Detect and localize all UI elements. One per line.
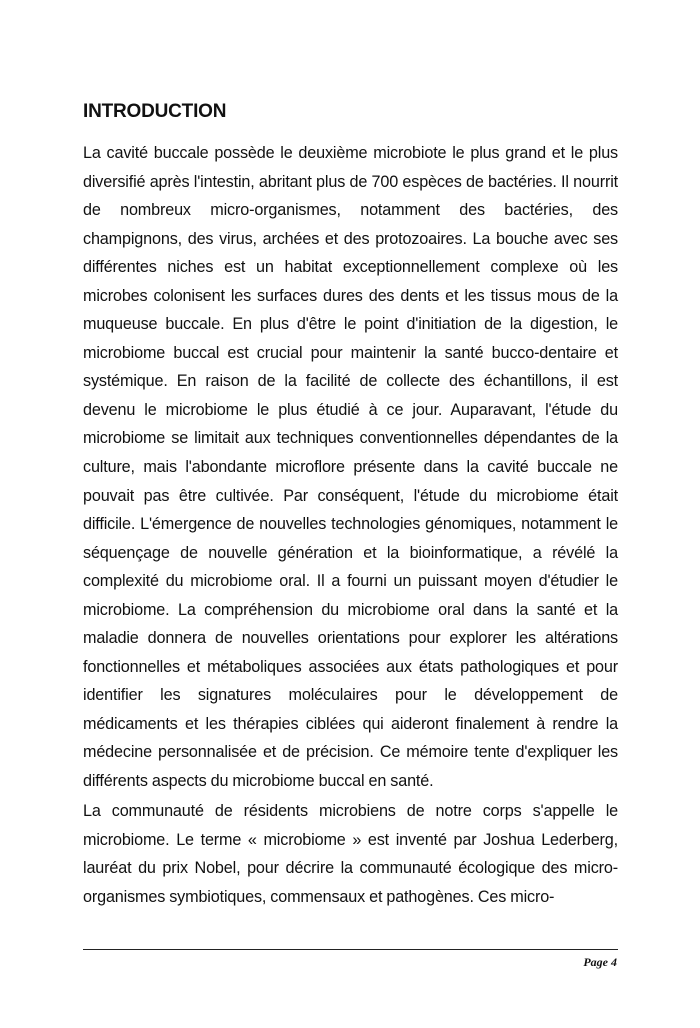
- footer-divider: [83, 949, 618, 950]
- page-number: Page 4: [583, 955, 617, 969]
- paragraph-1: La cavité buccale possède le deuxième microbiote le plus grand et le plus diversifié après l'intestin, abritant plus de 700 espèces de bactéries. Il nourrit de nombreux micro-organismes, notamment des bactéries, des champignons, des virus, archées et des protozoaires. La bouche avec ses différentes niches est un habitat exceptionnellement complexe où les microbes colonisent les surfaces dures des dents et les tissus mous de la muqueuse buccale. En plus d'être le point d'initiation de la digestion, le microbiome buccal est crucial pour maintenir la santé bucco-dentaire et systémique. En raison de la facilité de collecte des échantillons, il est devenu le microbiome le plus étudié à ce jour. Auparavant, l'étude du microbiome se limitait aux techniques conventionnelles dépendantes de la culture, mais l'abondante microflore présente dans la cavité buccale ne pouvait pas être cultivée. Par conséquent, l'étude du microbiome était difficile. L'émergence de nouvelles technologies génomiques, notamment le séquençage de nouvelle génération et la bioinformatique, a révélé la complexité du microbiome oral. Il a fourni un puissant moyen d'étudier le microbiome. La compréhension du microbiome oral dans la santé et la maladie donnera de nouvelles orientations pour explorer les altérations fonctionnelles et métaboliques associées aux états pathologiques et pour identifier les signatures moléculaires pour le développement de médicaments et les thérapies ciblées qui aideront finalement à rendre la médecine personnalisée et de précision. Ce mémoire tente d'expliquer les différents aspects du microbiome buccal en santé.: [83, 144, 618, 791]
- paragraph-2: La communauté de résidents microbiens de notre corps s'appelle le microbiome. Le terme « microbiome » est inventé par Joshua Lederberg, lauréat du prix Nobel, pour décrire la communauté écologique des micro-organismes symbiotiques, commensaux et pathogènes. Ces micro-: [83, 802, 618, 906]
- section-heading: INTRODUCTION: [83, 101, 227, 122]
